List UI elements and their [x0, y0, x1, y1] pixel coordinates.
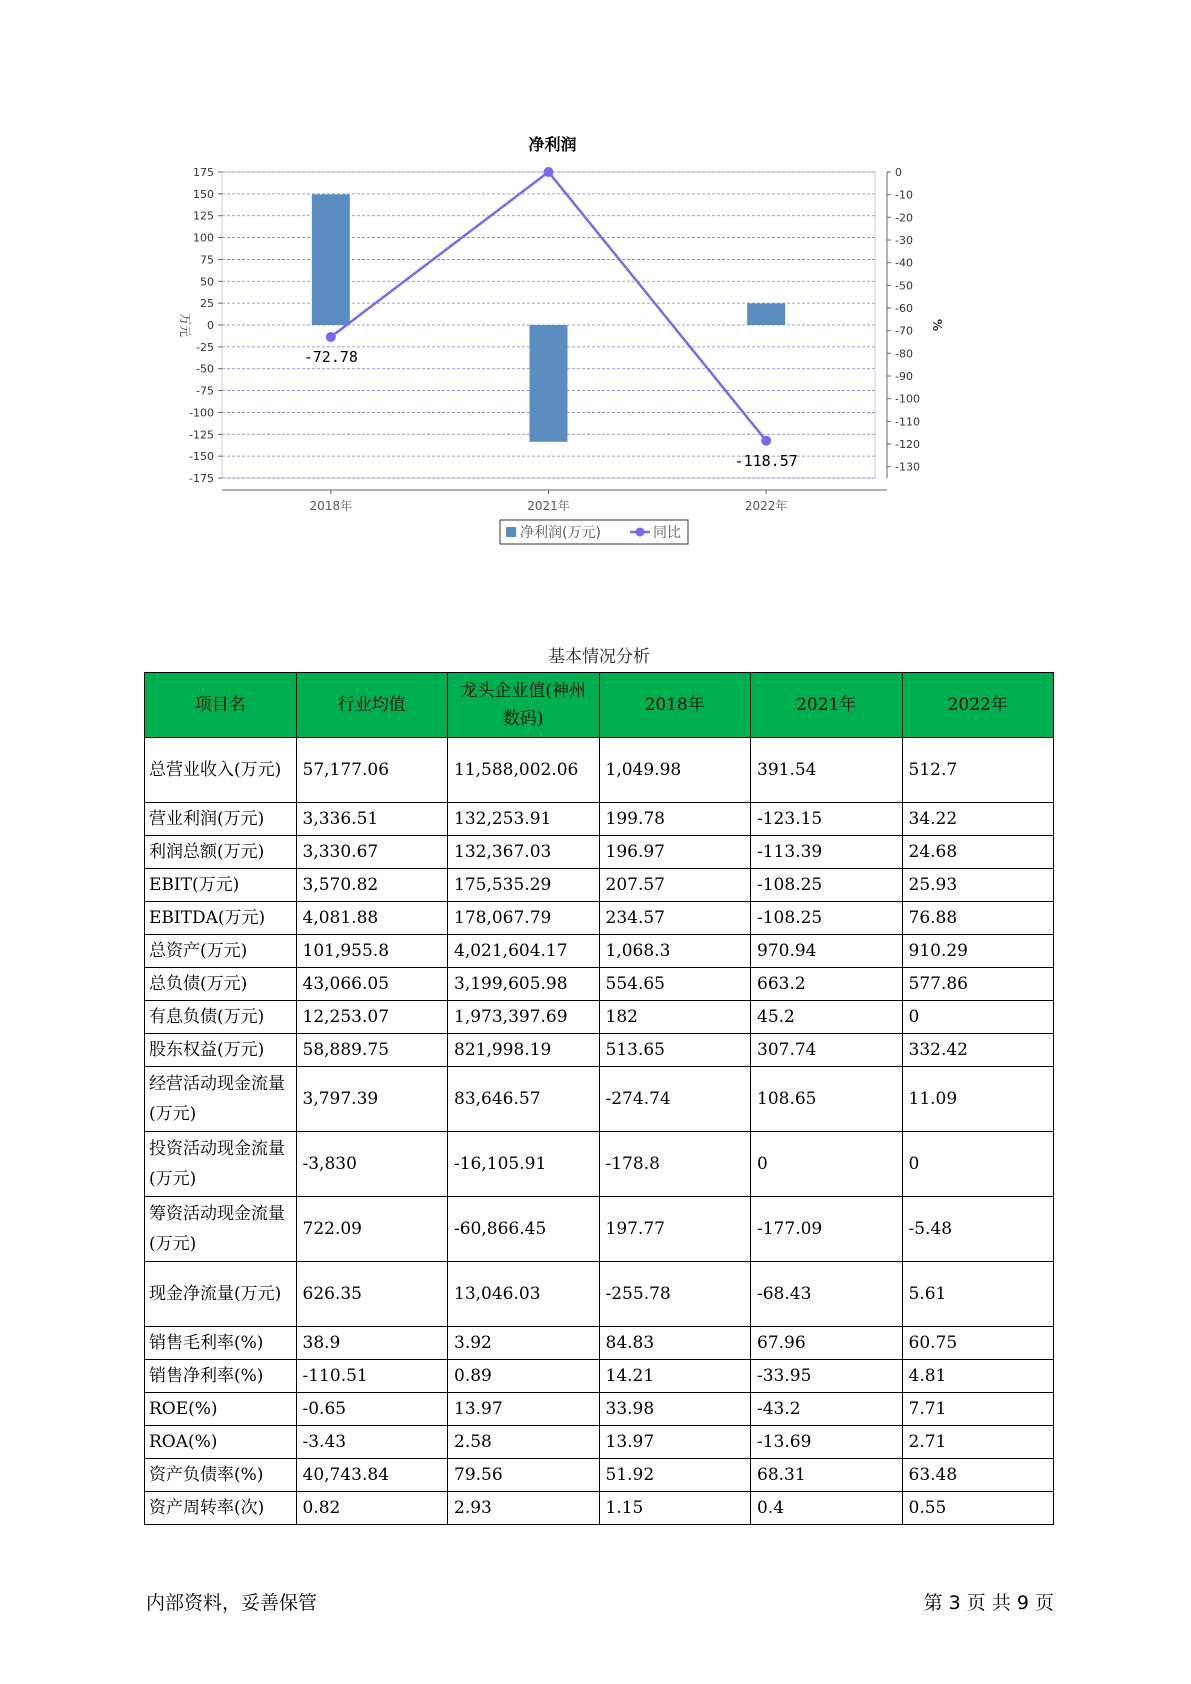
right-tick-label: -10 — [895, 188, 913, 202]
value-cell: -5.48 — [902, 1197, 1054, 1262]
yoy-point-1 — [544, 167, 554, 177]
bar-2 — [747, 303, 785, 325]
value-cell: 4.81 — [902, 1360, 1054, 1393]
net-profit-chart — [175, 130, 1055, 600]
row-label-cell: EBITDA(万元) — [145, 902, 297, 935]
right-tick-label: -60 — [895, 302, 913, 315]
x-tick-label: 2018年 — [309, 499, 353, 513]
left-tick-label: -25 — [196, 340, 214, 354]
value-cell: 13.97 — [448, 1393, 600, 1426]
value-cell: 83,646.57 — [448, 1067, 600, 1132]
table-row — [145, 738, 1054, 803]
left-tick-label: 0 — [207, 319, 214, 332]
value-cell: 513.65 — [599, 1034, 751, 1067]
value-cell: 0.82 — [296, 1492, 448, 1525]
table-row — [145, 1067, 1054, 1132]
value-cell: 4,021,604.17 — [448, 935, 600, 968]
row-label-cell: 筹资活动现金流量(万元) — [145, 1197, 297, 1262]
value-cell: 11.09 — [902, 1067, 1054, 1132]
right-tick-label: -20 — [895, 211, 913, 225]
table-row — [145, 902, 1054, 935]
value-cell: 512.7 — [902, 738, 1054, 803]
value-cell: -3.43 — [296, 1426, 448, 1459]
value-cell: 234.57 — [599, 902, 751, 935]
value-cell: 40,743.84 — [296, 1459, 448, 1492]
table-row — [145, 869, 1054, 902]
value-cell: -16,105.91 — [448, 1132, 600, 1197]
legend-line-label: 同比 — [653, 525, 681, 541]
row-label-cell: 销售净利率(%) — [145, 1360, 297, 1393]
row-label-cell: 有息负债(万元) — [145, 1001, 297, 1034]
value-cell: 626.35 — [296, 1262, 448, 1327]
right-tick-label: -50 — [895, 279, 913, 293]
value-cell: 13.97 — [599, 1426, 751, 1459]
header-cell-3: 2018年 — [599, 673, 751, 738]
value-cell: 34.22 — [902, 803, 1054, 836]
row-label-cell: 经营活动现金流量(万元) — [145, 1067, 297, 1132]
value-cell: 79.56 — [448, 1459, 600, 1492]
value-cell: 33.98 — [599, 1393, 751, 1426]
value-cell: 663.2 — [751, 968, 903, 1001]
value-cell: -33.95 — [751, 1360, 903, 1393]
table-caption: 基本情况分析 — [548, 647, 650, 667]
value-cell: 84.83 — [599, 1327, 751, 1360]
row-label-cell: ROA(%) — [145, 1426, 297, 1459]
left-tick-label: -75 — [196, 384, 214, 398]
left-tick-label: 100 — [193, 231, 214, 245]
value-cell: 0 — [751, 1132, 903, 1197]
right-tick-label: -30 — [895, 234, 913, 247]
value-cell: 1,068.3 — [599, 935, 751, 968]
value-cell: -108.25 — [751, 902, 903, 935]
bar-1 — [530, 325, 568, 442]
table-row — [145, 1492, 1054, 1525]
value-cell: -43.2 — [751, 1393, 903, 1426]
right-tick-label: -130 — [895, 460, 920, 474]
header-cell-4: 2021年 — [751, 673, 903, 738]
table-row — [145, 836, 1054, 869]
row-label-cell: 资产周转率(次) — [145, 1492, 297, 1525]
value-cell: 1,973,397.69 — [448, 1001, 600, 1034]
legend-bar-swatch — [506, 527, 516, 537]
value-cell: 0 — [902, 1001, 1054, 1034]
value-cell: 554.65 — [599, 968, 751, 1001]
header-cell-2: 龙头企业值(神州数码) — [448, 673, 600, 738]
table-row — [145, 1197, 1054, 1262]
value-cell: 5.61 — [902, 1262, 1054, 1327]
point-label: -118.57 — [734, 451, 798, 470]
value-cell: 25.93 — [902, 869, 1054, 902]
value-cell: 11,588,002.06 — [448, 738, 600, 803]
value-cell: 132,367.03 — [448, 836, 600, 869]
value-cell: 13,046.03 — [448, 1262, 600, 1327]
table-row — [145, 1459, 1054, 1492]
value-cell: 722.09 — [296, 1197, 448, 1262]
left-tick-label: 150 — [193, 187, 214, 201]
value-cell: 199.78 — [599, 803, 751, 836]
value-cell: 197.77 — [599, 1197, 751, 1262]
value-cell: 182 — [599, 1001, 751, 1034]
value-cell: 3,199,605.98 — [448, 968, 600, 1001]
value-cell: 0.89 — [448, 1360, 600, 1393]
table-row — [145, 968, 1054, 1001]
value-cell: 108.65 — [751, 1067, 903, 1132]
value-cell: 68.31 — [751, 1459, 903, 1492]
value-cell: -0.65 — [296, 1393, 448, 1426]
value-cell: 14.21 — [599, 1360, 751, 1393]
table-row — [145, 1262, 1054, 1327]
value-cell: 24.68 — [902, 836, 1054, 869]
value-cell: 2.58 — [448, 1426, 600, 1459]
x-tick-label: 2021年 — [527, 499, 570, 513]
value-cell: 577.86 — [902, 968, 1054, 1001]
value-cell: 3,330.67 — [296, 836, 448, 869]
table-row — [145, 1327, 1054, 1360]
right-tick-label: -100 — [895, 392, 920, 406]
row-label-cell: 总营业收入(万元) — [145, 738, 297, 803]
table-header-row — [145, 673, 1054, 738]
row-label-cell: 销售毛利率(%) — [145, 1327, 297, 1360]
legend-line-marker — [636, 528, 645, 537]
point-label: -72.78 — [303, 347, 358, 366]
value-cell: 0 — [902, 1132, 1054, 1197]
footer-confidential-note: 内部资料，妥善保管 — [146, 1592, 318, 1614]
value-cell: 3,336.51 — [296, 803, 448, 836]
left-tick-label: -175 — [189, 472, 214, 485]
value-cell: -274.74 — [599, 1067, 751, 1132]
legend-bar-label: 净利润(万元) — [520, 525, 601, 541]
right-tick-label: -70 — [895, 324, 913, 338]
table-body — [145, 738, 1054, 1525]
header-cell-1: 行业均值 — [296, 673, 448, 738]
value-cell: 67.96 — [751, 1327, 903, 1360]
value-cell: 4,081.88 — [296, 902, 448, 935]
value-cell: -255.78 — [599, 1262, 751, 1327]
value-cell: 910.29 — [902, 935, 1054, 968]
value-cell: 307.74 — [751, 1034, 903, 1067]
right-tick-label: -80 — [895, 347, 913, 361]
value-cell: 51.92 — [599, 1459, 751, 1492]
table-row — [145, 935, 1054, 968]
value-cell: -13.69 — [751, 1426, 903, 1459]
value-cell: -68.43 — [751, 1262, 903, 1327]
table-row — [145, 803, 1054, 836]
left-tick-label: -150 — [189, 450, 214, 464]
value-cell: 3,570.82 — [296, 869, 448, 902]
basic-analysis-table — [144, 672, 1054, 1525]
value-cell: -110.51 — [296, 1360, 448, 1393]
row-label-cell: ROE(%) — [145, 1393, 297, 1426]
value-cell: 1,049.98 — [599, 738, 751, 803]
value-cell: 57,177.06 — [296, 738, 448, 803]
value-cell: 178,067.79 — [448, 902, 600, 935]
value-cell: -108.25 — [751, 869, 903, 902]
table-row — [145, 1132, 1054, 1197]
left-tick-label: 75 — [200, 253, 214, 267]
row-label-cell: 股东权益(万元) — [145, 1034, 297, 1067]
value-cell: 63.48 — [902, 1459, 1054, 1492]
left-tick-label: 125 — [193, 209, 214, 223]
value-cell: -123.15 — [751, 803, 903, 836]
left-tick-label: -100 — [189, 406, 214, 420]
right-tick-label: -40 — [895, 256, 913, 270]
right-tick-label: -120 — [895, 438, 920, 451]
header-cell-5: 2022年 — [902, 673, 1054, 738]
value-cell: 970.94 — [751, 935, 903, 968]
value-cell: 0.4 — [751, 1492, 903, 1525]
value-cell: -178.8 — [599, 1132, 751, 1197]
value-cell: 196.97 — [599, 836, 751, 869]
row-label-cell: 营业利润(万元) — [145, 803, 297, 836]
value-cell: 7.71 — [902, 1393, 1054, 1426]
right-tick-label: -110 — [895, 415, 920, 429]
bar-0 — [312, 194, 350, 325]
yoy-point-0 — [326, 332, 336, 342]
value-cell: 2.93 — [448, 1492, 600, 1525]
table-row — [145, 1360, 1054, 1393]
value-cell: 101,955.8 — [296, 935, 448, 968]
row-label-cell: 现金净流量(万元) — [145, 1262, 297, 1327]
left-axis-label: 万元 — [178, 312, 192, 338]
value-cell: -60,866.45 — [448, 1197, 600, 1262]
value-cell: 175,535.29 — [448, 869, 600, 902]
left-tick-label: -125 — [189, 428, 214, 442]
value-cell: 2.71 — [902, 1426, 1054, 1459]
value-cell: 132,253.91 — [448, 803, 600, 836]
left-tick-label: 175 — [193, 166, 214, 179]
value-cell: -3,830 — [296, 1132, 448, 1197]
value-cell: 76.88 — [902, 902, 1054, 935]
row-label-cell: 总资产(万元) — [145, 935, 297, 968]
yoy-point-2 — [761, 436, 771, 446]
row-label-cell: EBIT(万元) — [145, 869, 297, 902]
left-tick-label: 50 — [200, 275, 214, 289]
value-cell: 0.55 — [902, 1492, 1054, 1525]
value-cell: 1.15 — [599, 1492, 751, 1525]
table-row — [145, 1393, 1054, 1426]
row-label-cell: 资产负债率(%) — [145, 1459, 297, 1492]
right-tick-label: -90 — [895, 370, 913, 383]
value-cell: 3.92 — [448, 1327, 600, 1360]
value-cell: 43,066.05 — [296, 968, 448, 1001]
chart-title: 净利润 — [528, 135, 577, 154]
value-cell: 38.9 — [296, 1327, 448, 1360]
value-cell: 3,797.39 — [296, 1067, 448, 1132]
table-row — [145, 1001, 1054, 1034]
header-cell-0: 项目名 — [145, 673, 297, 738]
value-cell: 60.75 — [902, 1327, 1054, 1360]
value-cell: 391.54 — [751, 738, 903, 803]
value-cell: 45.2 — [751, 1001, 903, 1034]
table-row — [145, 1034, 1054, 1067]
value-cell: 821,998.19 — [448, 1034, 600, 1067]
right-tick-label: 0 — [895, 166, 902, 179]
right-axis-label: % — [930, 318, 944, 332]
x-tick-label: 2022年 — [744, 499, 788, 513]
value-cell: 332.42 — [902, 1034, 1054, 1067]
left-tick-label: 25 — [200, 297, 214, 311]
value-cell: 207.57 — [599, 869, 751, 902]
footer-page-number: 第 3 页 共 9 页 — [923, 1592, 1054, 1614]
value-cell: 12,253.07 — [296, 1001, 448, 1034]
table-row — [145, 1426, 1054, 1459]
chart-canvas — [175, 130, 1055, 600]
left-tick-label: -50 — [196, 362, 214, 376]
row-label-cell: 总负债(万元) — [145, 968, 297, 1001]
row-label-cell: 投资活动现金流量(万元) — [145, 1132, 297, 1197]
value-cell: 58,889.75 — [296, 1034, 448, 1067]
value-cell: -177.09 — [751, 1197, 903, 1262]
row-label-cell: 利润总额(万元) — [145, 836, 297, 869]
value-cell: -113.39 — [751, 836, 903, 869]
